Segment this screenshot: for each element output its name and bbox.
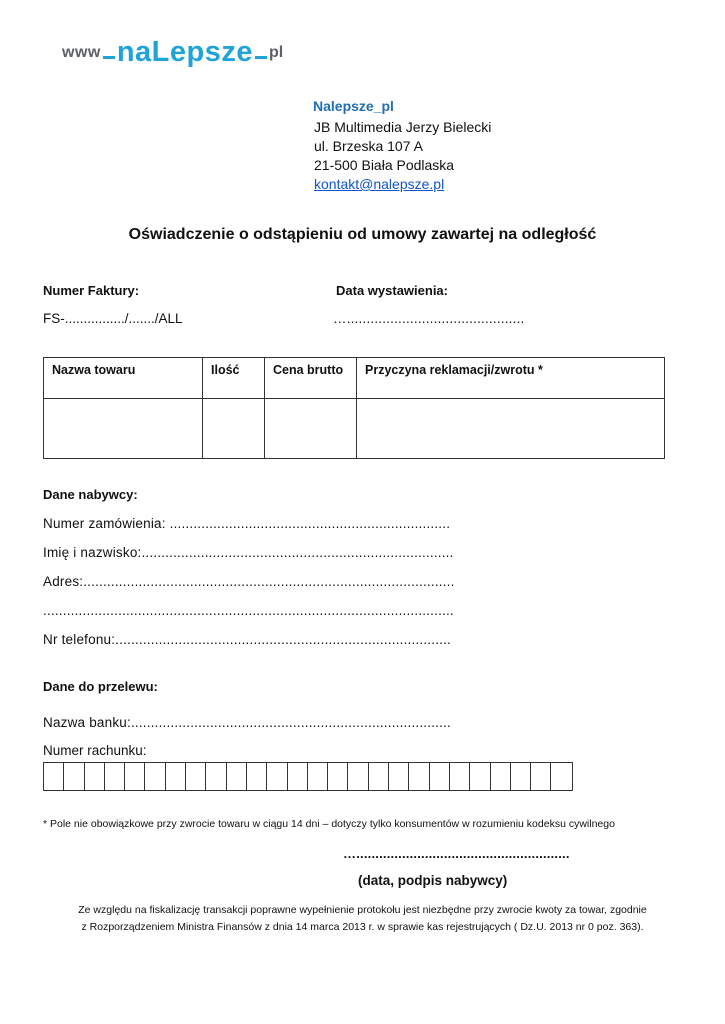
items-table	[43, 357, 665, 459]
account-digit-box[interactable]	[105, 763, 125, 790]
logo-tld: pl	[269, 44, 284, 61]
account-number-label: Numer rachunku:	[43, 743, 147, 758]
logo-separator	[255, 56, 267, 59]
buyer-name-field[interactable]: Imię i nazwisko:...............................................................................	[43, 545, 454, 560]
account-digit-box[interactable]	[450, 763, 470, 790]
bank-name-field[interactable]: Nazwa banku:.................................................................................	[43, 715, 451, 730]
cell-return-reason[interactable]	[357, 399, 665, 459]
account-digit-box[interactable]	[409, 763, 429, 790]
account-digit-box[interactable]	[348, 763, 368, 790]
account-digit-box[interactable]	[551, 763, 571, 790]
document-title: Oświadczenie o odstąpieniu od umowy zawartej na odległość	[128, 226, 597, 243]
buyer-address-line-2-field[interactable]: ........................................................................................................	[43, 603, 454, 618]
account-digit-box[interactable]	[85, 763, 105, 790]
account-digit-box[interactable]	[470, 763, 490, 790]
transfer-heading: Dane do przelewu:	[43, 679, 158, 694]
buyer-address-field[interactable]: Adres:..............................................................................................	[43, 574, 455, 589]
buyer-order-number-field[interactable]: Numer zamówienia: .......................................................................	[43, 516, 451, 531]
invoice-number-field[interactable]: FS-................/......./ALL	[43, 311, 183, 326]
buyer-phone-field[interactable]: Nr telefonu:.....................................................................................	[43, 632, 451, 647]
legal-footer-line-2: z Rozporządzeniem Ministra Finansów z dnia 14 marca 2013 r. w sprawie kas rejestrujących ( Dz.U. 2013 nr 0 poz. 363).	[81, 921, 644, 933]
table-row	[44, 399, 665, 459]
signature-field[interactable]: …........................................................	[343, 846, 570, 861]
company-line-1: JB Multimedia Jerzy Bielecki	[314, 119, 492, 135]
account-digit-box[interactable]	[186, 763, 206, 790]
account-digit-box[interactable]	[166, 763, 186, 790]
header-quantity: Ilość	[203, 358, 265, 399]
signature-label: (data, podpis nabywcy)	[358, 873, 508, 888]
legal-footer	[0, 902, 725, 936]
logo-brand: naLepsze	[116, 36, 254, 68]
company-line-2: ul. Brzeska 107 A	[314, 138, 423, 154]
legal-footer-line-1: Ze względu na fiskalizację transakcji poprawne wypełnienie protokołu jest niezbędne przy zwrocie kwoty za towar, zgodnie	[78, 904, 647, 916]
header-gross-price: Cena brutto	[265, 358, 357, 399]
account-digit-box[interactable]	[491, 763, 511, 790]
logo-separator	[103, 56, 115, 59]
logo-www: www	[62, 44, 101, 61]
logo	[62, 36, 283, 72]
footnote: * Pole nie obowiązkowe przy zwrocie towaru w ciągu 14 dni – dotyczy tylko konsumentów w rozumieniu kodeksu cywilnego	[43, 818, 615, 830]
header-product-name: Nazwa towaru	[44, 358, 203, 399]
account-digit-box[interactable]	[206, 763, 226, 790]
invoice-date-field[interactable]: ….............................................	[333, 311, 525, 326]
buyer-heading: Dane nabywcy:	[43, 487, 138, 502]
account-digit-box[interactable]	[511, 763, 531, 790]
company-name: Nalepsze_pl	[313, 98, 394, 114]
account-digit-box[interactable]	[328, 763, 348, 790]
cell-gross-price[interactable]	[265, 399, 357, 459]
account-digit-box[interactable]	[125, 763, 145, 790]
account-number-boxes[interactable]	[43, 762, 573, 791]
account-digit-box[interactable]	[145, 763, 165, 790]
account-digit-box[interactable]	[64, 763, 84, 790]
account-digit-box[interactable]	[369, 763, 389, 790]
invoice-date-label: Data wystawienia:	[336, 283, 448, 298]
account-digit-box[interactable]	[308, 763, 328, 790]
account-digit-box[interactable]	[389, 763, 409, 790]
company-email[interactable]	[314, 176, 444, 192]
company-line-3: 21-500 Biała Podlaska	[314, 157, 455, 173]
account-digit-box[interactable]	[430, 763, 450, 790]
cell-quantity[interactable]	[203, 399, 265, 459]
cell-product-name[interactable]	[44, 399, 203, 459]
company-email-link[interactable]: kontakt@nalepsze.pl	[314, 176, 445, 192]
account-digit-box[interactable]	[247, 763, 267, 790]
account-digit-box[interactable]	[227, 763, 247, 790]
header-return-reason: Przyczyna reklamacji/zwrotu *	[357, 358, 665, 399]
table-header-row	[44, 358, 665, 399]
invoice-number-label: Numer Faktury:	[43, 283, 140, 298]
account-digit-box[interactable]	[531, 763, 551, 790]
account-digit-box[interactable]	[267, 763, 287, 790]
account-digit-box[interactable]	[44, 763, 64, 790]
account-digit-box[interactable]	[288, 763, 308, 790]
